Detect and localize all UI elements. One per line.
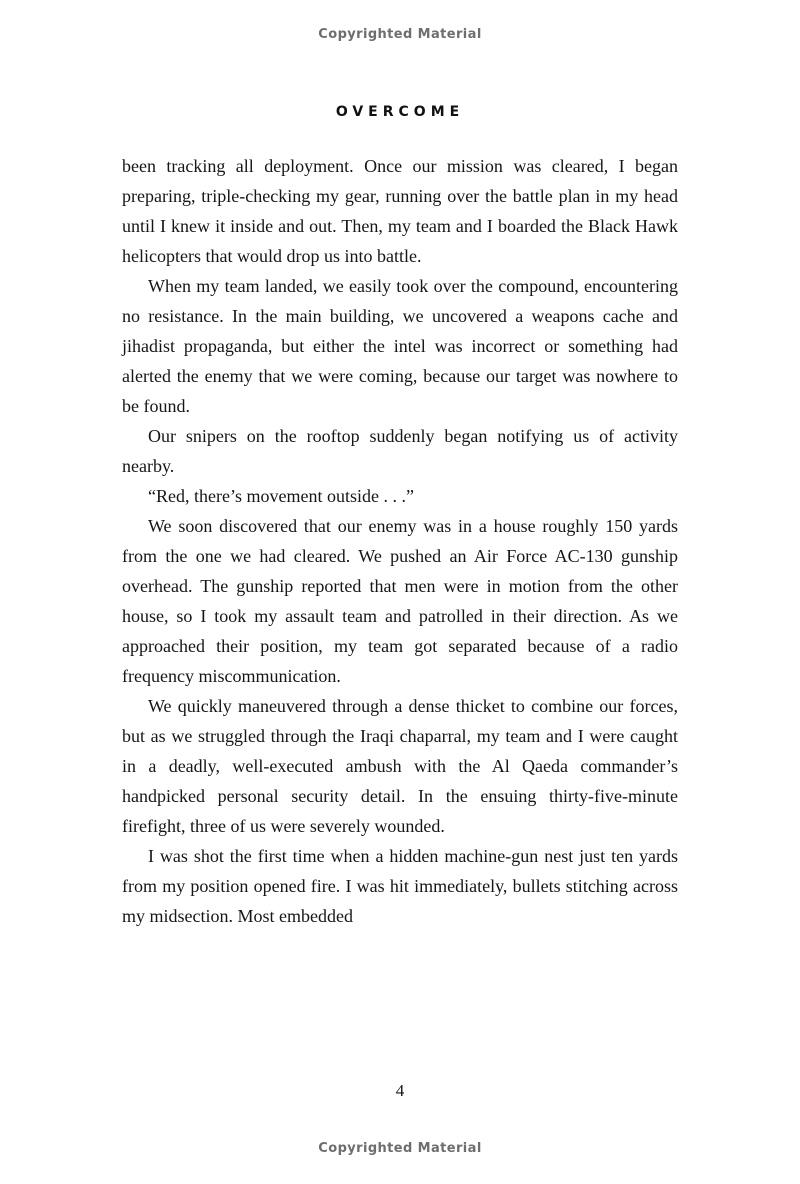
body-text [122, 151, 678, 931]
paragraph: I was shot the first time when a hidden machine-gun nest just ten yards from my position opened fire. I was hit immediately, bullets stitching across my midsection. Most embedded [122, 846, 678, 926]
paragraph: We soon discovered that our enemy was in a house roughly 150 yards from the one we had cleared. We pushed an Air Force AC-130 gunship overhead. The gunship reported that men were in motion from the other house, so I took my assault team and patrolled in their direction. As we approached their position, my team got separated because of a radio frequency miscommunication. [122, 516, 678, 686]
paragraph: “Red, there’s movement outside . . .” [148, 486, 414, 506]
page-number: 4 [395, 1081, 405, 1100]
paragraph: been tracking all deployment. Once our mission was cleared, I began preparing, triple-checking my gear, running over the battle plan in my head until I knew it inside and out. Then, my team and I boarded the Black Hawk helicopters that would drop us into battle. [122, 156, 678, 266]
paragraph: We quickly maneuvered through a dense thicket to combine our forces, but as we struggled through the Iraqi chaparral, my team and I were caught in a deadly, well-executed ambush with the Al Qaeda commander’s handpicked personal security detail. In the ensuing thirty-five-minute firefight, three of us were severely wounded. [122, 696, 678, 836]
copyright-notice-bottom: Copyrighted Material [318, 1141, 482, 1156]
paragraph: Our snipers on the rooftop suddenly began notifying us of activity nearby. [122, 426, 678, 476]
paragraph: When my team landed, we easily took over the compound, encountering no resistance. In the main building, we uncovered a weapons cache and jihadist propaganda, but either the intel was incorrect or something had alerted the enemy that we were coming, because our target was nowhere to be found. [122, 276, 678, 416]
copyright-notice-top: Copyrighted Material [318, 27, 482, 42]
running-head-title: OVERCOME [335, 104, 465, 120]
